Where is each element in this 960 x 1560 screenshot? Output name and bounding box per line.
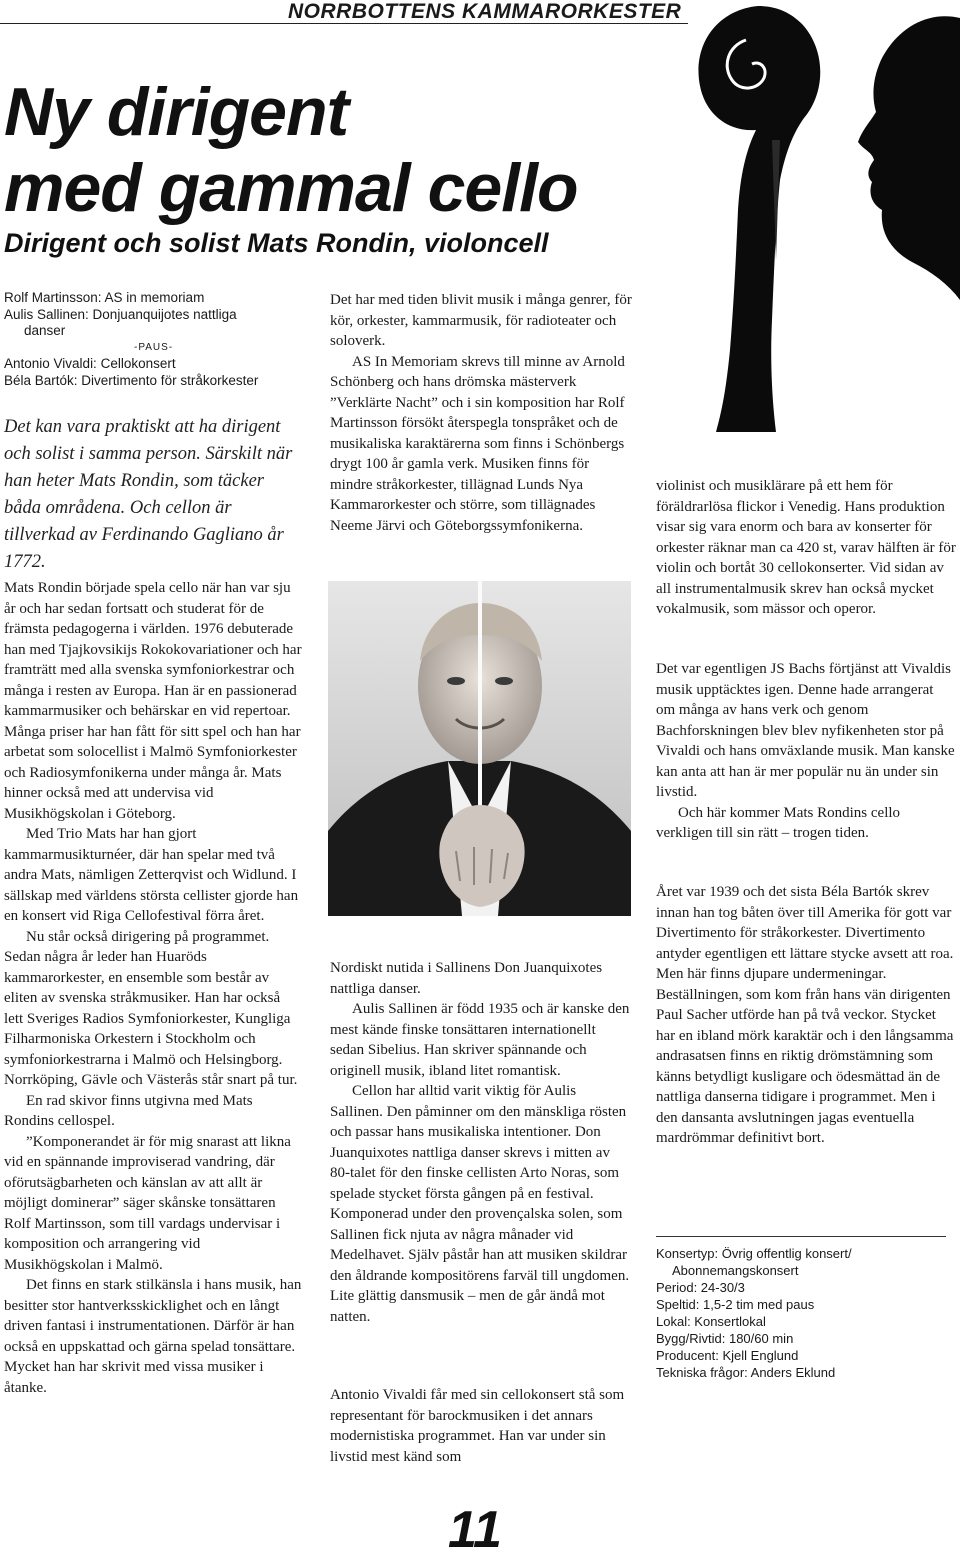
- cello-scroll: [698, 6, 820, 432]
- fact-row: Abonnemangskonsert: [672, 1263, 799, 1278]
- paragraph: Det har med tiden blivit musik i många genrer, för kör, orkester, kammarmusik, för radioteater och soloverk.: [330, 292, 632, 349]
- page-number: 11: [448, 1501, 502, 1559]
- fact-row: Period: 24-30/3: [656, 1280, 745, 1295]
- program-item: Aulis Sallinen: Donjuanquijotes nattliga: [4, 306, 237, 322]
- program-item: Béla Bartók: Divertimento för stråkorkester: [4, 372, 259, 388]
- fact-row: Konsertyp: Övrig offentlig konsert/: [656, 1246, 852, 1261]
- lead-paragraph: Det kan vara praktiskt att ha dirigent och solist i samma person. Särskilt när han heter Mats Rondin, som täcker båda områdena. Och cellon är tillverkad av Ferdinando Gagliano år 1772.: [4, 417, 293, 572]
- title-line-1: Ny dirigent: [4, 74, 349, 150]
- fact-row: Producent: Kjell Englund: [656, 1348, 799, 1363]
- paragraph: Det finns en stark stilkänsla i hans musik, han besitter stor hantverksskicklighet och en långt driven fantasi i instrumentationen. Därför är han också en uppskattad och gärna spelad tonsättare. Mycket han har skrivit med vissa musiker i åtanke.: [4, 1277, 302, 1396]
- paragraph: Året var 1939 och det sista Béla Bartók skrev innan han tog båten över till Amerika för gott var Divertimento för stråkorkester. Divertimento antyder egentligen ett lättare stycke avsett att roa. Men här finns djupare undermeningar. Beställningen, som kom från hans vän dirigenten Paul Sacher utförde han på två veckor. Stycket har en ibland mörk karaktär och i den långsamma andrasatsen finns en riktig drömstämning som känns betydligt kusligare och ödesmättad än de nattliga danserna tidigare i programmet. Men i den dansanta avslutningen jagas eventuella mardrömmar definitivt bort.: [656, 884, 954, 1146]
- body-column-1: [4, 578, 302, 1398]
- paragraph: Aulis Sallinen är född 1935 och är kanske den mest kände finske tonsättaren internationellt sedan Sibelius. Han skriver spännande och originell musik, ibland litet romantisk.: [330, 1001, 630, 1079]
- paragraph: En rad skivor finns utgivna med Mats Rondins cellospel.: [4, 1092, 253, 1129]
- paragraph: Cellon har alltid varit viktig för Aulis Sallinen. Den påminner om den mänskliga rösten och passar hans musikaliska intentioner. Don Juanquixotes nattliga danser skrevs i mitten av 80-talet för den finske cellisten Arto Noras, som spelade stycket första gången på en festival. Komponerad under den provençalska solen, som Sallinen fick njuta av några månader vid Medelhavet. Själv påstår han att musiken skildrar den åldrande kompositörens farväl till ungdomen. Lite glättig dansmusik – men de går ändå mot natten.: [330, 1083, 630, 1325]
- paragraph: Med Trio Mats har han gjort kammarmusikturnéer, där han spelar med två andra Mats, nämligen Zetterqvist och Widlund. I sällskap med världens största cellister gjorde han en konsert vid Riga Cellofestival förra året.: [4, 826, 299, 924]
- concert-facts: [656, 1245, 956, 1381]
- body-column-2-bottom: [330, 1385, 632, 1467]
- magazine-kicker: NORRBOTTENS KAMMARORKESTER: [288, 0, 682, 23]
- face-silhouette: [858, 16, 960, 300]
- paragraph: ”Komponerandet är för mig snarast att likna vid en spännande improviserad vandring, där oförutsägbarheten och känslan av att allt är möjligt dominerar” säger skånske tonsättaren Rolf Martinsson, som till vardags undervisar i komposition och arrangering vid Musikhögskolan i Malmö.: [4, 1133, 291, 1273]
- fact-row: Speltid: 1,5-2 tim med paus: [656, 1297, 815, 1312]
- article-subtitle: Dirigent och solist Mats Rondin, violoncell: [4, 228, 549, 258]
- program-intermission: -PAUS-: [134, 341, 174, 353]
- fact-row: Bygg/Rivtid: 180/60 min: [656, 1331, 794, 1346]
- paragraph: Nordiskt nutida i Sallinens Don Juanquixotes nattliga danser.: [330, 960, 603, 997]
- paragraph: Och här kommer Mats Rondins cello verkligen till sin rätt – trogen tiden.: [656, 804, 901, 841]
- paragraph: Nu står också dirigering på programmet. Sedan några år leder han Huaröds kammarorkester, en ensemble som består av eliten av svenska stråkmusiker. Han har också lett Sveriges Radios Symfoniorkester, Kungliga Filharmoniska Orkestern i Stockholm och symfoniorkestrarna i Malmö och Helsingborg. Norrköping, Gävle och Västerås står snart på tur.: [4, 928, 298, 1088]
- cello-silhouette-photo: [676, 0, 960, 432]
- body-column-3-top: [656, 476, 956, 620]
- portrait-photo: [328, 581, 631, 916]
- paragraph: Det var egentligen JS Bachs förtjänst att Vivaldis musik upptäcktes igen. Denne hade arrangerat om många av hans verk och genom Bachforskningen blev blev nyfikenheten stor på Vivaldi och hans omväxlande musik. Man kanske kan anta att han är mer populär nu än under sin livstid.: [656, 661, 955, 800]
- body-column-3-bottom: [656, 882, 956, 1149]
- paragraph: Mats Rondin började spela cello när han var sju år och har sedan fortsatt och studerat för de främsta pedagogerna i världen. 1976 debuterade han med Tjajkovsikijs Rokokovariationer och har framträtt med alla svenska symfoniorkestrar och många i resten av Europa. Han är en passionerad kammarmusiker och behärskar en vid repertoar. Många priser har han fått för sitt spel och han har arbetat som solocellist i Malmö Symfoniorkester och Radiosymfonikerna under många år. Mats hinner också med att undervisa vid Musikhögskolan i Göteborg.: [4, 580, 302, 822]
- title-line-2: med gammal cello: [4, 150, 578, 226]
- article-title: [4, 74, 704, 226]
- program-item: Rolf Martinsson: AS in memoriam: [4, 290, 205, 305]
- fact-row: Tekniska frågor: Anders Eklund: [656, 1365, 836, 1380]
- paragraph: Antonio Vivaldi får med sin cellokonsert stå som representant för barockmusiken i det annars modernistiska programmet. Han var under sin livstid mest känd som: [330, 1387, 625, 1465]
- facts-rule: [656, 1236, 946, 1237]
- program-item: Antonio Vivaldi: Cellokonsert: [4, 356, 176, 371]
- body-column-3-middle: [656, 659, 956, 844]
- paragraph: AS In Memoriam skrevs till minne av Arnold Schönberg och hans drömska mästerverk ”Verklärte Nacht” och i sin komposition har Rolf Martinsson försökt återspegla tonspråket och de musikaliska karaktärerna som finns i Schönbergs drygt 100 år gamla verk. Musiken finns för mindre stråkorkester, tillägnad Lunds Nya Kammarorkester och större, som tillägnades Neeme Järvi och Göteborgssymfonikerna.: [330, 353, 625, 534]
- program-list: [4, 290, 304, 389]
- kicker-rule: [0, 23, 688, 24]
- program-item: danser: [24, 323, 66, 338]
- eye-left: [447, 677, 465, 685]
- body-column-2-middle: [330, 958, 632, 1327]
- fact-row: Lokal: Konsertlokal: [656, 1314, 766, 1329]
- paragraph: violinist och musiklärare på ett hem för föräldrarlösa flickor i Venedig. Hans produktion visar sig vara enorm och bara av konserter för orkester räknar man ca 420 st, varav hälften är för violin och bortåt 30 cellokonserter. Vid sidan av all instrumentalmusik skrev han också mycket vokalmusik, som mässor och operor.: [656, 478, 956, 617]
- body-column-2-top: [330, 290, 632, 536]
- baton: [478, 581, 482, 843]
- eye-right: [495, 677, 513, 685]
